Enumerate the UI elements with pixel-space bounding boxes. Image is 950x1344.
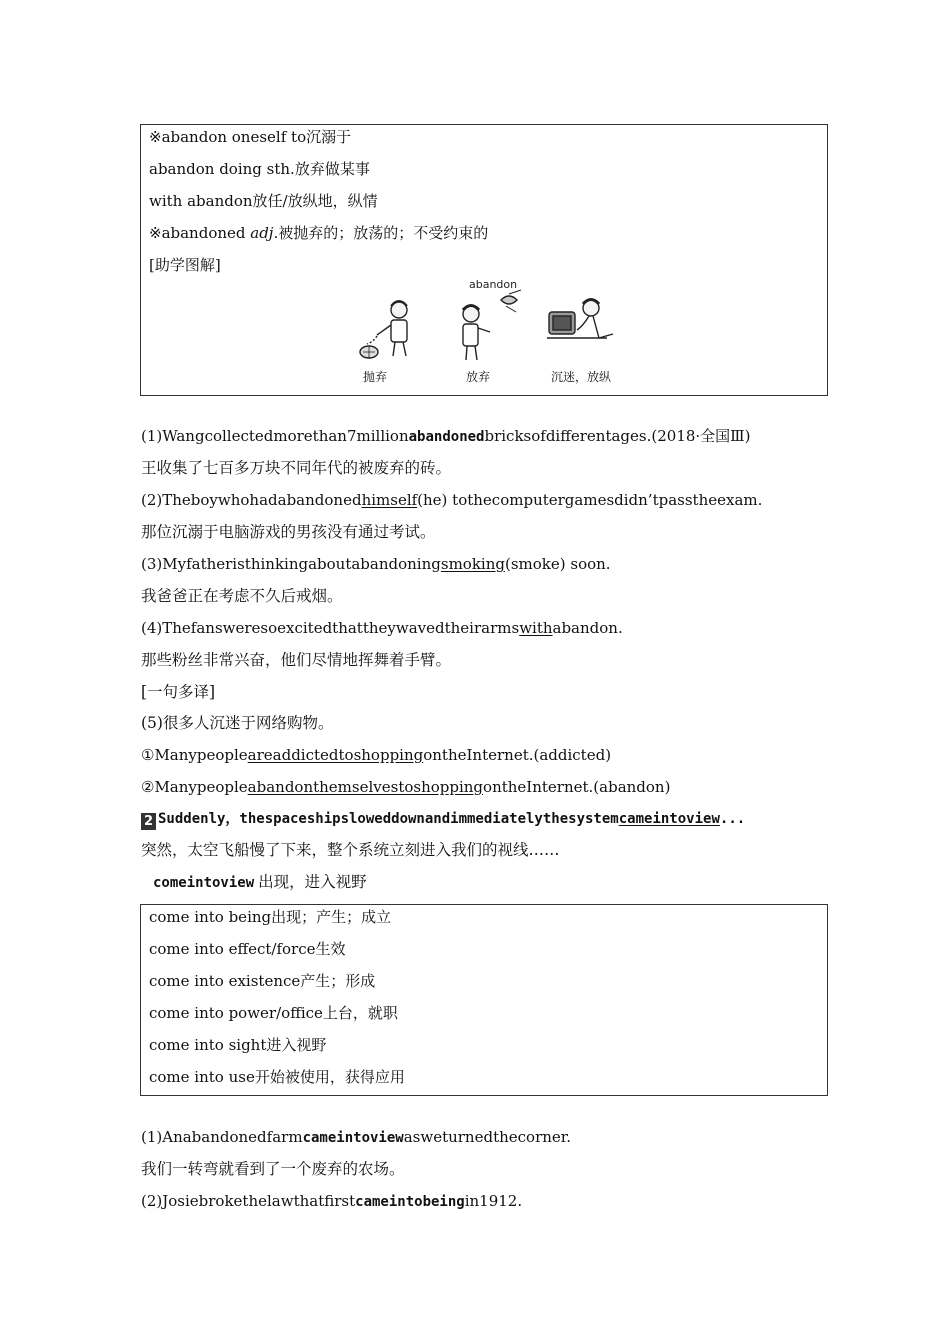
phrase-meaning: 出现，进入视野 [258,873,367,891]
keyword: comeintoview [153,875,255,891]
sentence-text: bricksofdifferentages.(2018·全国Ⅲ) [484,427,751,445]
sentence-text: ... [719,811,746,827]
answer: with [519,619,553,637]
sentence-text: ②Manypeople [141,778,248,796]
example-sentence [141,426,751,447]
phrase-line: come into being出现；产生；成立 [149,908,392,926]
illustration-top-word: abandon [469,280,518,291]
sentence-text: asweturnedthecorner. [403,1128,572,1146]
sentence-text: ontheInternet.(abandon) [483,778,671,796]
sentence-text: (1)Anabandonedfarm [141,1128,303,1146]
adj-meaning: .被抛弃的；放荡的；不受约束的 [273,224,489,242]
sentence-text: ①Manypeople [141,746,248,764]
answer: himself [361,491,418,509]
sentence-text: (1)Wangcollectedmorethan7million [141,427,409,445]
sentence-text: (2)Theboywhohadabandoned [141,491,362,509]
example-sentence [141,745,611,765]
translation: 突然，太空飞船慢了下来，整个系统立刻进入我们的视线…… [141,841,560,859]
sentence-text: (he) tothecomputergamesdidn’tpasstheexam. [417,491,763,509]
point-number-badge: 2 [141,813,156,830]
answer: smoking [440,555,505,573]
phrase-word: ※abandoned [149,224,251,242]
phrase-line: come into use开始被使用，获得应用 [149,1068,405,1086]
illustration-label: 放弃 [466,370,491,384]
sentence-text: Suddenly，thespaceshipsloweddownandimmediatelythesystem [158,811,619,827]
phrase-line: come into effect/force生效 [149,940,346,958]
example-sentence [141,554,611,574]
illustration-title: [助学图解] [149,256,221,274]
phrase-heading [153,872,367,893]
example-sentence [141,618,623,638]
answer: abandonthemselvestoshopping [247,778,484,796]
phrase-line: come into power/office上台，就职 [149,1004,398,1022]
sentence-text: (2)Josiebrokethelawthatfirst [141,1192,356,1210]
example-sentence [141,1191,522,1212]
phrase-line: come into sight进入视野 [149,1036,327,1054]
multi-translation-title: [一句多译] [141,683,216,701]
phrase-box-abandon [140,124,828,396]
phrase-line: ※abandon oneself to沉溺于 [149,128,352,146]
adj-abbr: adj [250,224,274,242]
translation: 那些粉丝非常兴奋，他们尽情地挥舞着手臂。 [141,651,452,669]
keyword: cameintobeing [355,1194,465,1210]
key-sentence [141,808,745,830]
translation: 我们一转弯就看到了一个废弃的农场。 [141,1160,405,1178]
throw-away-figure [360,301,407,358]
translation: 王收集了七百多万块不同年代的被废弃的砖。 [141,459,452,477]
phrase-line: come into existence产生；形成 [149,972,376,990]
sentence-text: abandon. [552,619,623,637]
sentence-text: (smoke) soon. [504,555,611,573]
illustration-label: 抛弃 [363,370,388,384]
keyword: abandoned [408,429,485,445]
sentence-text: ontheInternet.(addicted) [423,746,612,764]
indulge-figure [547,300,613,339]
phrase-line: with abandon放任/放纵地，纵情 [149,192,378,210]
sentence-text: in1912. [464,1192,523,1210]
translation: 我爸爸正在考虑不久后戒烟。 [141,587,343,605]
phrase-line-adj [149,223,488,243]
sentence-text: (4)Thefansweresoexcitedthattheywavedtheirarms [141,619,520,637]
answer: areaddictedtoshopping [247,746,424,764]
keyword: cameintoview [618,811,720,827]
sentence-text: (3)Myfatheristhinkingaboutabandoning [141,555,441,573]
keyword: cameintoview [302,1130,404,1146]
translation: 那位沉溺于电脑游戏的男孩没有通过考试。 [141,523,436,541]
example-sentence: (5)很多人沉迷于网络购物。 [141,714,334,732]
give-up-figure [463,280,521,360]
example-sentence [141,777,670,797]
example-sentence [141,1127,571,1148]
phrase-box-come-into [140,904,828,1096]
illustration-label: 沉迷，放纵 [551,370,612,384]
example-sentence [141,490,762,510]
phrase-line: abandon doing sth.放弃做某事 [149,160,370,178]
